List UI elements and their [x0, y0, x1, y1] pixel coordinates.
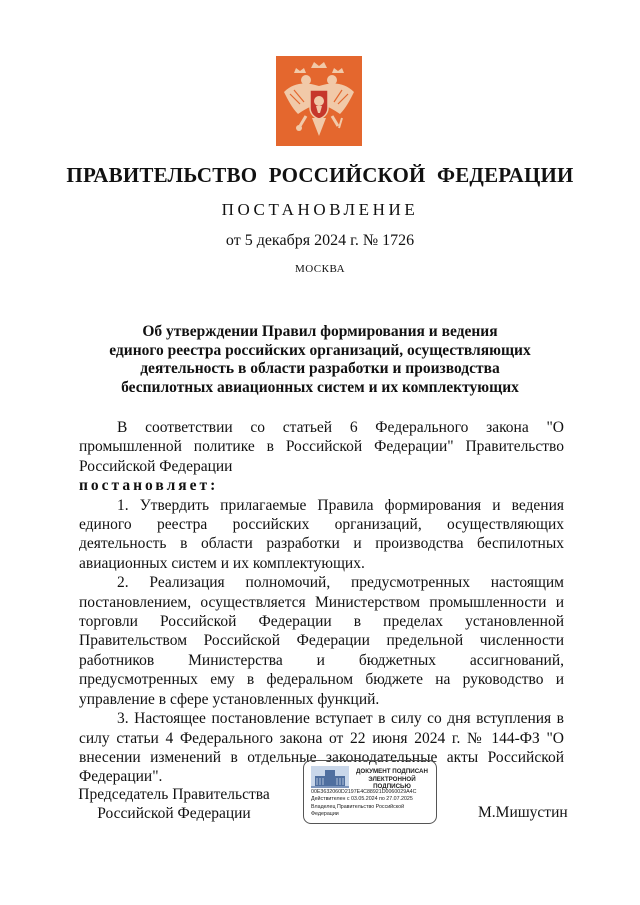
preamble-text: В соответствии со статьей 6 Федерального закона "О промышленной политике в Российской Федерации" Правительство Российской Федерации [79, 419, 564, 475]
item-paragraph-3: 3. Настоящее постановление вступает в силу со дня вступления в силу статьи 4 Федерального закона от 22 июня 2024 г. № 144-ФЗ "О внесении изменений в отдельные законодательные акты Российской Федерации". [79, 710, 564, 786]
electronic-signature-stamp [303, 760, 437, 824]
document-date-number: от 5 декабря 2024 г. № 1726 [225, 232, 415, 249]
document-subject [60, 323, 580, 397]
government-building-icon [311, 766, 349, 788]
subject-line: единого реестра российских организаций, осуществляющих [109, 341, 531, 359]
preamble-paragraph [79, 418, 564, 476]
document-body [79, 418, 564, 787]
russian-coat-of-arms-icon [276, 56, 362, 146]
government-title: ПРАВИТЕЛЬСТВО РОССИЙСКОЙ ФЕДЕРАЦИИ [66, 163, 574, 187]
stamp-details [311, 789, 435, 818]
stamp-certificate: 00E3632060D2197E4C88921D0060029A4C [311, 789, 417, 795]
item-paragraph-1: 1. Утвердить прилагаемые Правила формирования и ведения единого реестра российских организаций, осуществляющих деятельность в области разработки и производства беспилотных авиационных систем и их комплектующих. [79, 496, 564, 572]
stamp-validity: Действителен с 03.05.2024 по 27.07.2025 [311, 796, 413, 803]
signatory-name: М.Мишустин [478, 804, 568, 821]
signatory-title-line: Председатель Правительства [78, 786, 270, 803]
document-city: МОСКВА [294, 263, 346, 275]
subject-line: беспилотных авиационных систем и их комплектующих [121, 378, 519, 396]
stamp-owner: Федерации [311, 810, 339, 817]
subject-line: Об утверждении Правил формирования и ведения [142, 323, 498, 340]
decree-word: постановляет: [79, 477, 219, 495]
signatory-title [78, 785, 270, 823]
stamp-title-line: ЭЛЕКТРОННОЙ ПОДПИСЬЮ [368, 775, 416, 791]
subject-line: деятельность в области разработки и производства [140, 360, 500, 377]
signatory-title-line: Российской Федерации [97, 805, 251, 822]
stamp-title [350, 768, 434, 791]
stamp-owner: Владелец Правительство Российской [311, 803, 405, 810]
item-paragraph-2: 2. Реализация полномочий, предусмотренных настоящим постановлением, осуществляется Министерством промышленности и торговли Российской Федерации в пределах установленной Правительством Российской Федерации предельной численности работников Министерства и бюджетных ассигнований, предусмотренных ему в федеральном бюджете на руководство и управление в сфере установленных функций. [79, 574, 564, 708]
stamp-title-line: ДОКУМЕНТ ПОДПИСАН [356, 768, 428, 775]
document-type: ПОСТАНОВЛЕНИЕ [221, 200, 419, 219]
